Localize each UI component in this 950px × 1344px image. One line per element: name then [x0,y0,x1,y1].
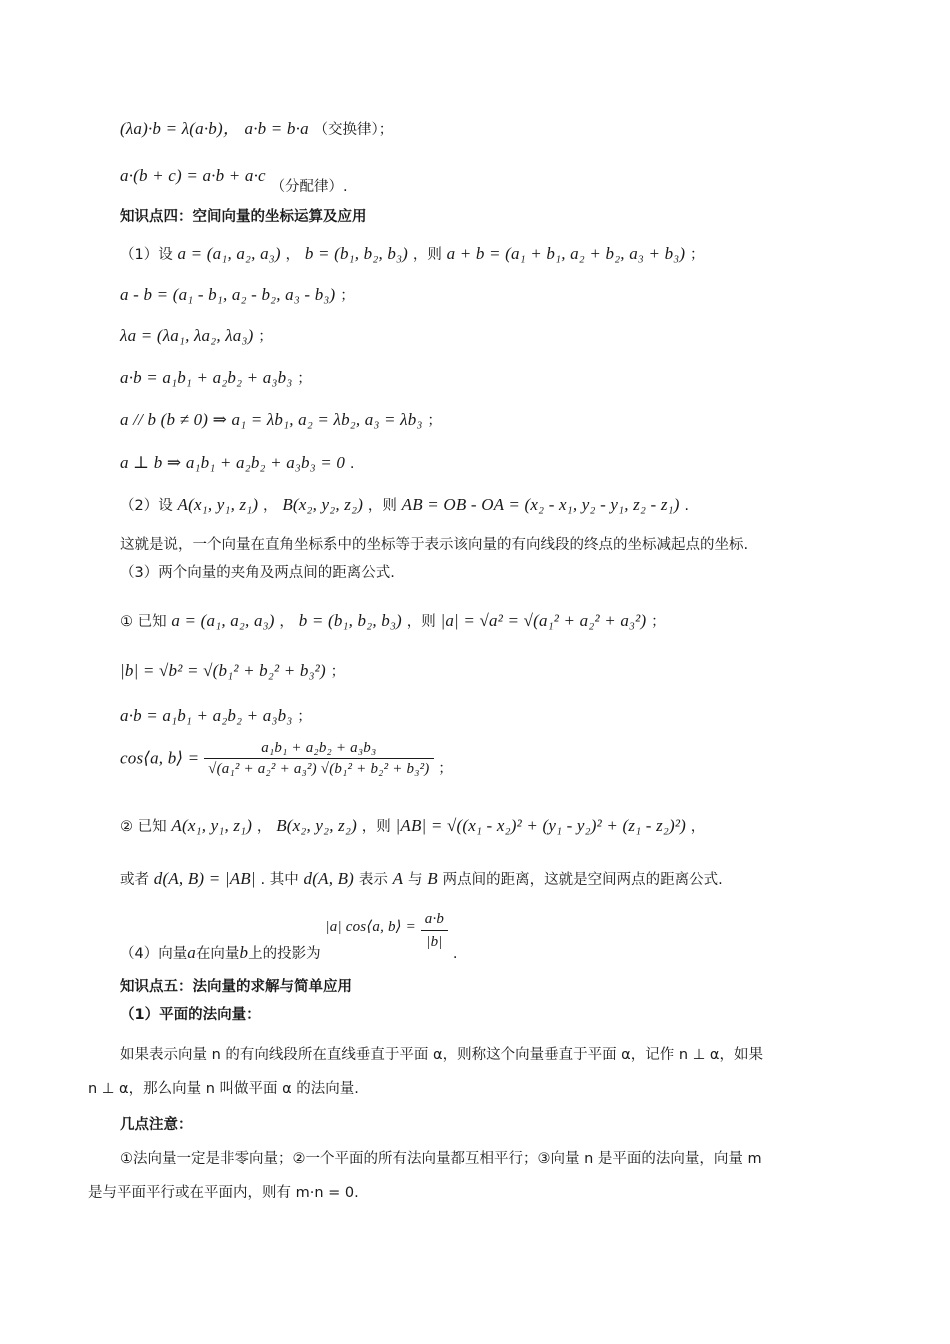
dot-product-repeat [120,705,312,728]
formula: a // b (b ≠ 0) ⇒ a₁ = λb₁, a₂ = λb₂, a₃ = λb₃ [120,410,423,429]
formula: B(x₂, y₂, z₂) [282,495,364,514]
formula: |a| cos⟨a, b⟩ = [325,919,416,935]
coordinate-subtraction [120,284,355,307]
formula: a + b = (a₁ + b₁, a₂ + b₂, a₃ + b₃) [446,244,686,263]
text: （4）向量 [120,946,188,962]
law-label: （分配律）. [270,179,348,195]
formula: a = (a₁, a₂, a₃) [171,611,275,630]
normal-vector-definition-line1: 如果表示向量 n 的有向线段所在直线垂直于平面 α，则称这个向量垂直于平面 α，记作 n ⊥ α，如果 [120,1047,763,1063]
text: ② 已知 [120,819,167,835]
text: 上的投影为 [248,946,321,962]
text: ， [263,498,278,514]
perpendicular-condition [120,452,355,475]
subsection-3-title: （3）两个向量的夹角及两点间的距离公式. [120,565,395,581]
formula: (λa)·b = λ(a·b)， a·b = b·a [120,119,309,138]
formula: A(x₁, y₁, z₁) [177,495,259,514]
scalar-associative-law [120,118,393,141]
text: （2）设 [120,498,173,514]
text: 在向量 [195,946,240,962]
formula: AB = OB - OA = (x₂ - x₁, y₂ - y₁, z₂ - z₁) [401,495,680,514]
subsection-heading-normal-vector: （1）平面的法向量： [120,1007,261,1023]
formula: b = (b₁, b₂, b₃) [304,244,409,263]
distributive-law [120,165,348,195]
formula: a·b = a₁b₁ + a₂b₂ + a₃b₃ [120,368,293,387]
cosine-fraction [204,738,433,779]
notes-line1: ①法向量一定是非零向量；②一个平面的所有法向量都互相平行；③向量 n 是平面的法向量，向量 m [120,1151,762,1167]
formula: |a| = √a² = √(a₁² + a₂² + a₃²) [440,611,647,630]
coordinate-addition [120,243,705,266]
text: ； [258,329,273,345]
text: 表示 [358,872,388,888]
text: . [349,456,355,472]
text: ，则 [406,614,436,630]
projection-fraction [421,908,448,953]
dot-product [120,367,312,390]
notes-heading: 几点注意： [120,1117,193,1133]
text: ，则 [412,247,442,263]
formula: A(x₁, y₁, z₁) [171,816,253,835]
distance-definition [120,868,723,891]
scalar-multiplication [120,325,273,348]
formula: |AB| = √((x₁ - x₂)² + (y₁ - y₂)² + (z₁ - z₂)²) [395,816,687,835]
formula: λa = (λa₁, λa₂, λa₃) [120,326,254,345]
formula: a·(b + c) = a·b + a·c [120,166,266,185]
fraction-denominator: |b| [426,934,443,950]
formula: a ⊥ b ⇒ a₁b₁ + a₂b₂ + a₃b₃ = 0 [120,453,346,472]
text: ； [438,761,453,777]
formula: d(A, B) [303,869,355,888]
formula: d(A, B) = |AB| [153,869,256,888]
formula: a = (a₁, a₂, a₃) [177,244,281,263]
formula: a [187,943,196,962]
fraction-numerator: a·b [421,908,448,931]
text: 或者 [120,872,149,888]
formula: a - b = (a₁ - b₁, a₂ - b₂, a₃ - b₃) [120,285,336,304]
text: （1）设 [120,247,173,263]
text: ； [297,371,312,387]
text: 两点间的距离，这就是空间两点的距离公式. [442,872,723,888]
text: ，则 [367,498,397,514]
cosine-formula [120,738,453,779]
text: ； [651,614,666,630]
formula: B [427,869,438,888]
text: ① 已知 [120,614,167,630]
notes-line2: 是与平面平行或在平面内，则有 m·n = 0. [88,1185,359,1201]
text: ； [330,664,346,680]
vector-magnitude-b [120,660,345,683]
distance-formula [120,815,705,838]
law-label: （交换律）； [313,122,394,138]
formula: cos⟨a, b⟩ = [120,748,200,768]
text: 与 [407,872,423,888]
text: ； [427,413,442,429]
text: ； [340,288,355,304]
text: ； [297,709,312,725]
text: . 其中 [260,872,299,888]
text: . [684,498,689,514]
fraction-denominator: √(a₁² + a₂² + a₃²) √(b₁² + b₂² + b₃²) [208,761,430,777]
fraction-numerator: a₁b₁ + a₂b₂ + a₃b₃ [204,738,433,759]
section-heading-4: 知识点四：空间向量的坐标运算及应用 [120,209,367,225]
text: ； [690,247,705,263]
text: . [452,946,458,962]
parallel-condition [120,409,442,432]
formula: A [392,869,404,888]
formula: |b| = √b² = √(b₁² + b₂² + b₃²) [120,661,326,680]
formula: b = (b₁, b₂, b₃) [298,611,402,630]
vector-from-points [120,494,689,517]
formula: b [239,943,249,962]
text: ， [279,614,294,630]
section-heading-5: 知识点五：法向量的求解与简单应用 [120,979,352,995]
projection-formula [120,908,458,962]
text: ，则 [361,819,391,835]
formula: a·b = a₁b₁ + a₂b₂ + a₃b₃ [120,706,293,725]
text: ， [256,819,272,835]
text: ， [285,247,301,263]
vector-magnitude-a [120,610,666,633]
formula: B(x₂, y₂, z₂) [276,816,357,835]
explanation-text: 这就是说，一个向量在直角坐标系中的坐标等于表示该向量的有向线段的终点的坐标减起点的坐标. [120,537,749,553]
text: ， [690,819,706,835]
normal-vector-definition-line2: n ⊥ α，那么向量 n 叫做平面 α 的法向量. [88,1081,359,1097]
